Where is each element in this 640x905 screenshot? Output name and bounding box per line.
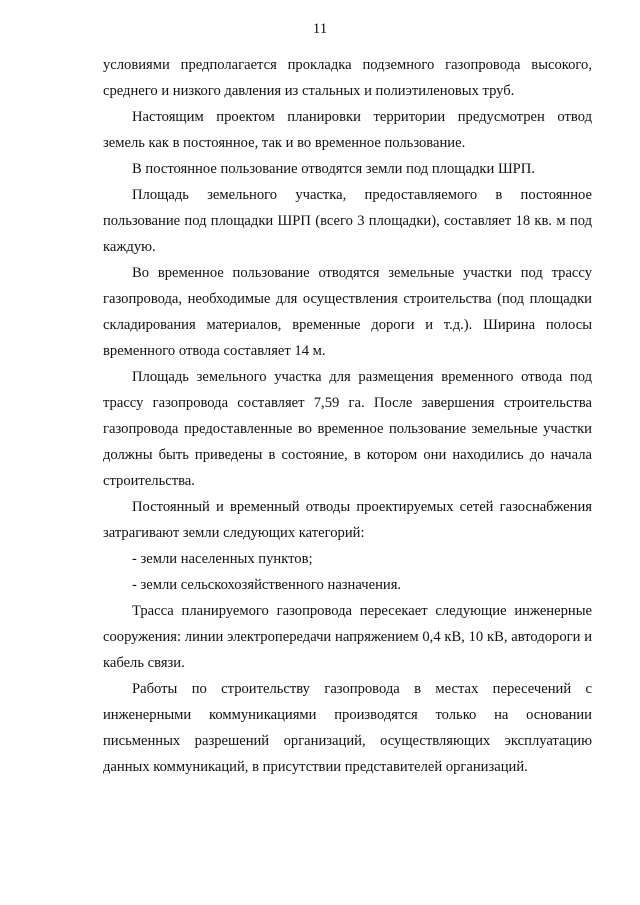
page-number: 11 — [312, 21, 328, 37]
paragraph-1: условиями предполагается прокладка подземного газопровода высокого, среднего и низкого давления из стальных и полиэтиленовых труб. — [103, 57, 592, 99]
paragraph-3: В постоянное пользование отводятся земли под площадки ШРП. — [132, 161, 535, 177]
paragraph-8: Трасса планируемого газопровода пересекает следующие инженерные сооружения: линии электропередачи напряжением 0,4 кВ, 10 кВ, автодороги и кабель связи. — [103, 603, 592, 671]
paragraph-4: Площадь земельного участка, предоставляемого в постоянное пользование под площадки ШРП (всего 3 площадки), составляет 18 кв. м под каждую. — [103, 187, 592, 255]
document-body — [103, 52, 592, 780]
paragraph-5: Во временное пользование отводятся земельные участки под трассу газопровода, необходимые для осуществления строительства (под площадки складирования материалов, временные дороги и т.д.). Ширина полосы временного отвода составляет 14 м. — [103, 265, 592, 359]
paragraph-2: Настоящим проектом планировки территории предусмотрен отвод земель как в постоянное, так и во временное пользование. — [103, 109, 592, 151]
list-item-agricultural: - земли сельскохозяйственного назначения. — [132, 577, 402, 593]
paragraph-6: Площадь земельного участка для размещения временного отвода под трассу газопровода составляет 7,59 га. После завершения строительства газопровода предоставленные во временное пользование земельные участки должны быть приведены в состояние, в котором они находились до начала строительства. — [103, 369, 592, 489]
paragraph-9: Работы по строительству газопровода в местах пересечений с инженерными коммуникациями производятся только на основании письменных разрешений организаций, осуществляющих эксплуатацию данных коммуникаций, в присутствии представителей организаций. — [103, 681, 592, 775]
paragraph-7: Постоянный и временный отводы проектируемых сетей газоснабжения затрагивают земли следующих категорий: — [103, 499, 592, 541]
list-item-settlements: - земли населенных пунктов; — [132, 551, 313, 567]
